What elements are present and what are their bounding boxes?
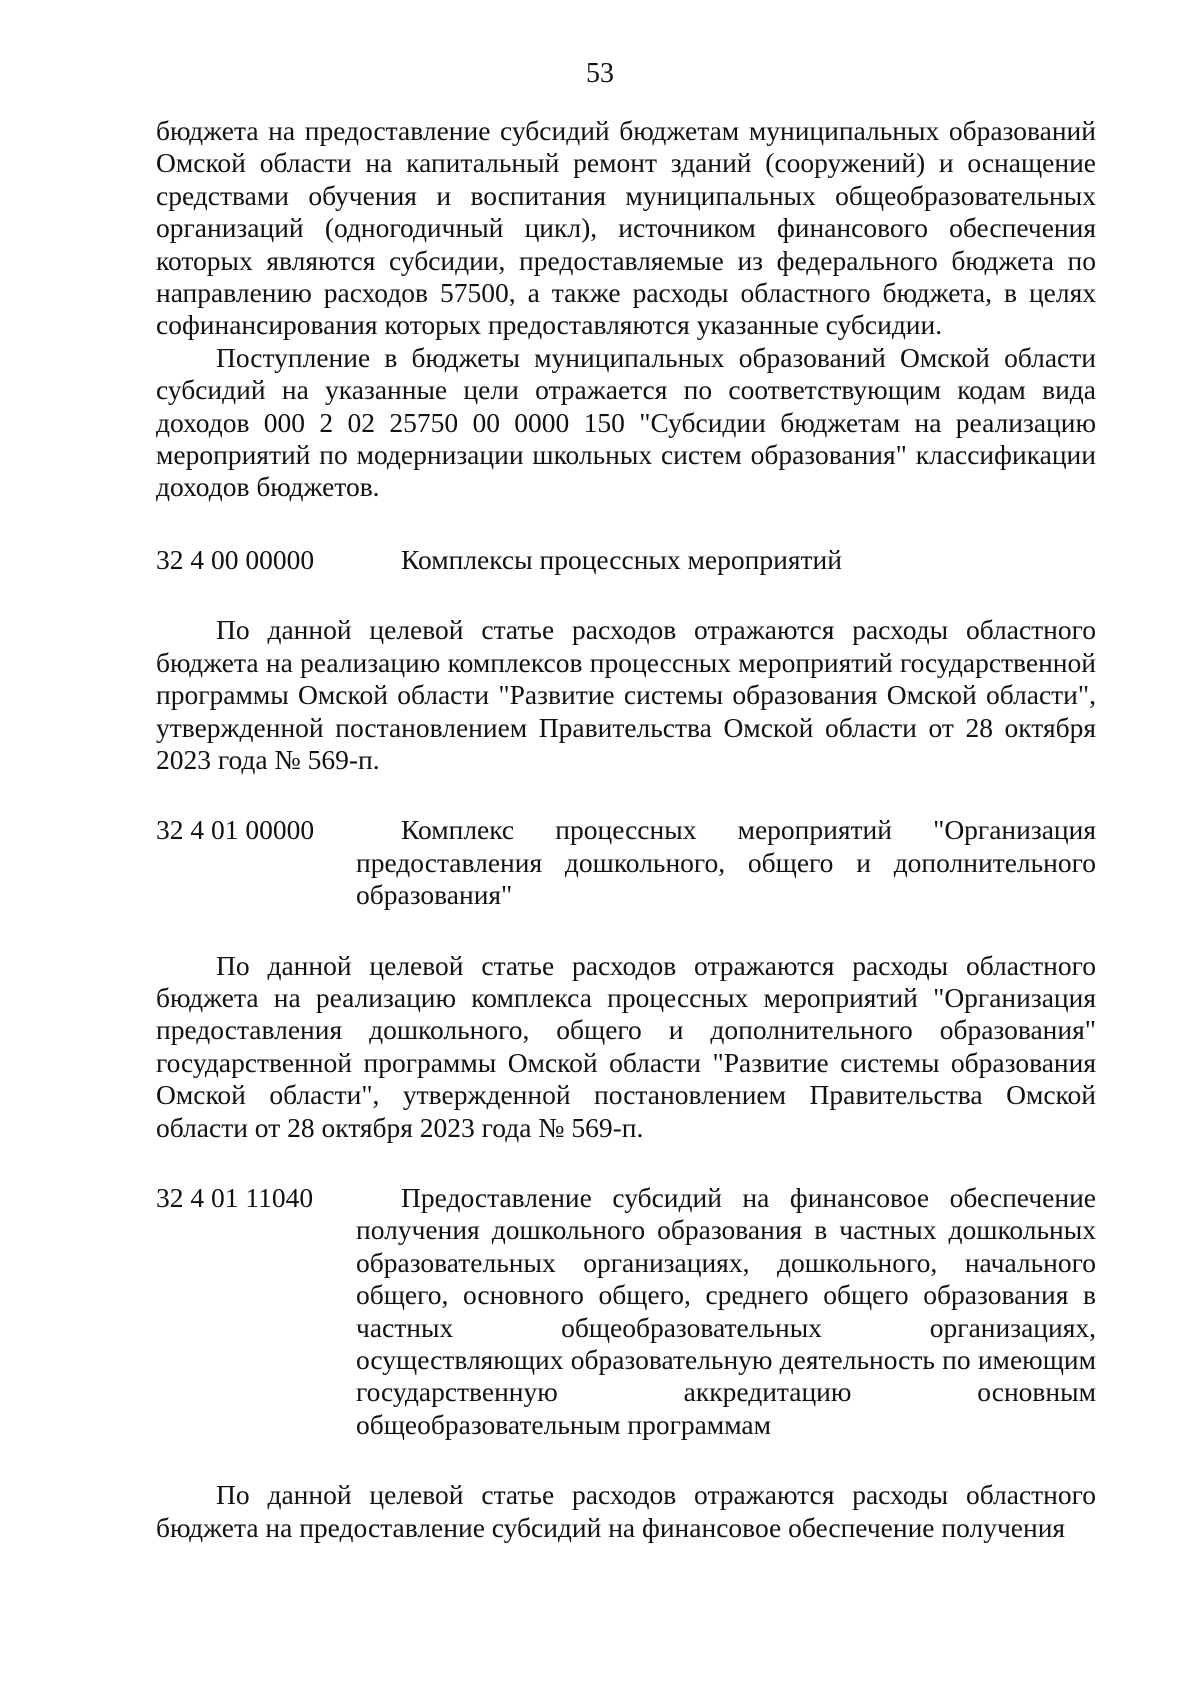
budget-code: 32 4 01 00000 [156, 814, 315, 846]
budget-code-row [156, 544, 1096, 576]
paragraph-revenue-note: Поступление в бюджеты муниципальных образований Омской области субсидий на указанные цели отражается по соответствующим кодам вида доходов 000 2 02 25750 00 0000 150 "Субсидии бюджетам на реализацию мероприятий по модернизации школьных систем образования" классификации доходов бюджетов. [156, 341, 1096, 503]
budget-code: 32 4 01 11040 [156, 1181, 314, 1213]
spacer [156, 504, 1096, 544]
paragraph-continuation: бюджета на предоставление субсидий бюджетам муниципальных образований Омской области на капитальный ремонт зданий (сооружений) и оснащение средствами обучения и воспитания муниципальных общеобразовательных организаций (одногодичный цикл), источником финансового обеспечения которых являются субсидии, предоставляемые из федерального бюджета по направлению расходов 57500, а также расходы областного бюджета, в целях софинансирования которых предоставляются указанные субсидии. [156, 115, 1096, 341]
spacer [156, 776, 1096, 814]
budget-code-row [156, 1182, 1096, 1441]
budget-code-row [156, 814, 1096, 911]
budget-code: 32 4 00 00000 [156, 543, 315, 575]
page-number: 53 [586, 58, 614, 89]
spacer [156, 1144, 1096, 1182]
spacer [156, 576, 1096, 614]
section-description: По данной целевой статье расходов отражаются расходы областного бюджета на реализацию комплекса процессных мероприятий "Организация предоставления дошкольного, общего и дополнительного образования" государственной программы Омской области "Развитие системы образования Омской области", утвержденной постановлением Правительства Омской области от 28 октября 2023 года № 569-п. [156, 949, 1096, 1143]
section-description: По данной целевой статье расходов отражаются расходы областного бюджета на предоставление субсидий на финансовое обеспечение получения [156, 1479, 1096, 1543]
spacer [156, 1441, 1096, 1479]
document-body [156, 115, 1096, 1544]
budget-code-title: Комплекс процессных мероприятий "Организация предоставления дошкольного, общего и дополнительного образования" [356, 814, 1096, 911]
section-description: По данной целевой статье расходов отражаются расходы областного бюджета на реализацию комплексов процессных мероприятий государственной программы Омской области "Развитие системы образования Омской области", утвержденной постановлением Правительства Омской области от 28 октября 2023 года № 569-п. [156, 614, 1096, 775]
budget-code-title: Предоставление субсидий на финансовое обеспечение получения дошкольного образования в частных дошкольных образовательных организациях, дошкольного, начального общего, основного общего, среднего общего образования в частных общеобразовательных организациях, осуществляющих образовательную деятельность по имеющим государственную аккредитацию основным общеобразовательным программам [356, 1181, 1096, 1440]
budget-code-title: Комплексы процессных мероприятий [401, 543, 842, 575]
spacer [156, 912, 1096, 950]
